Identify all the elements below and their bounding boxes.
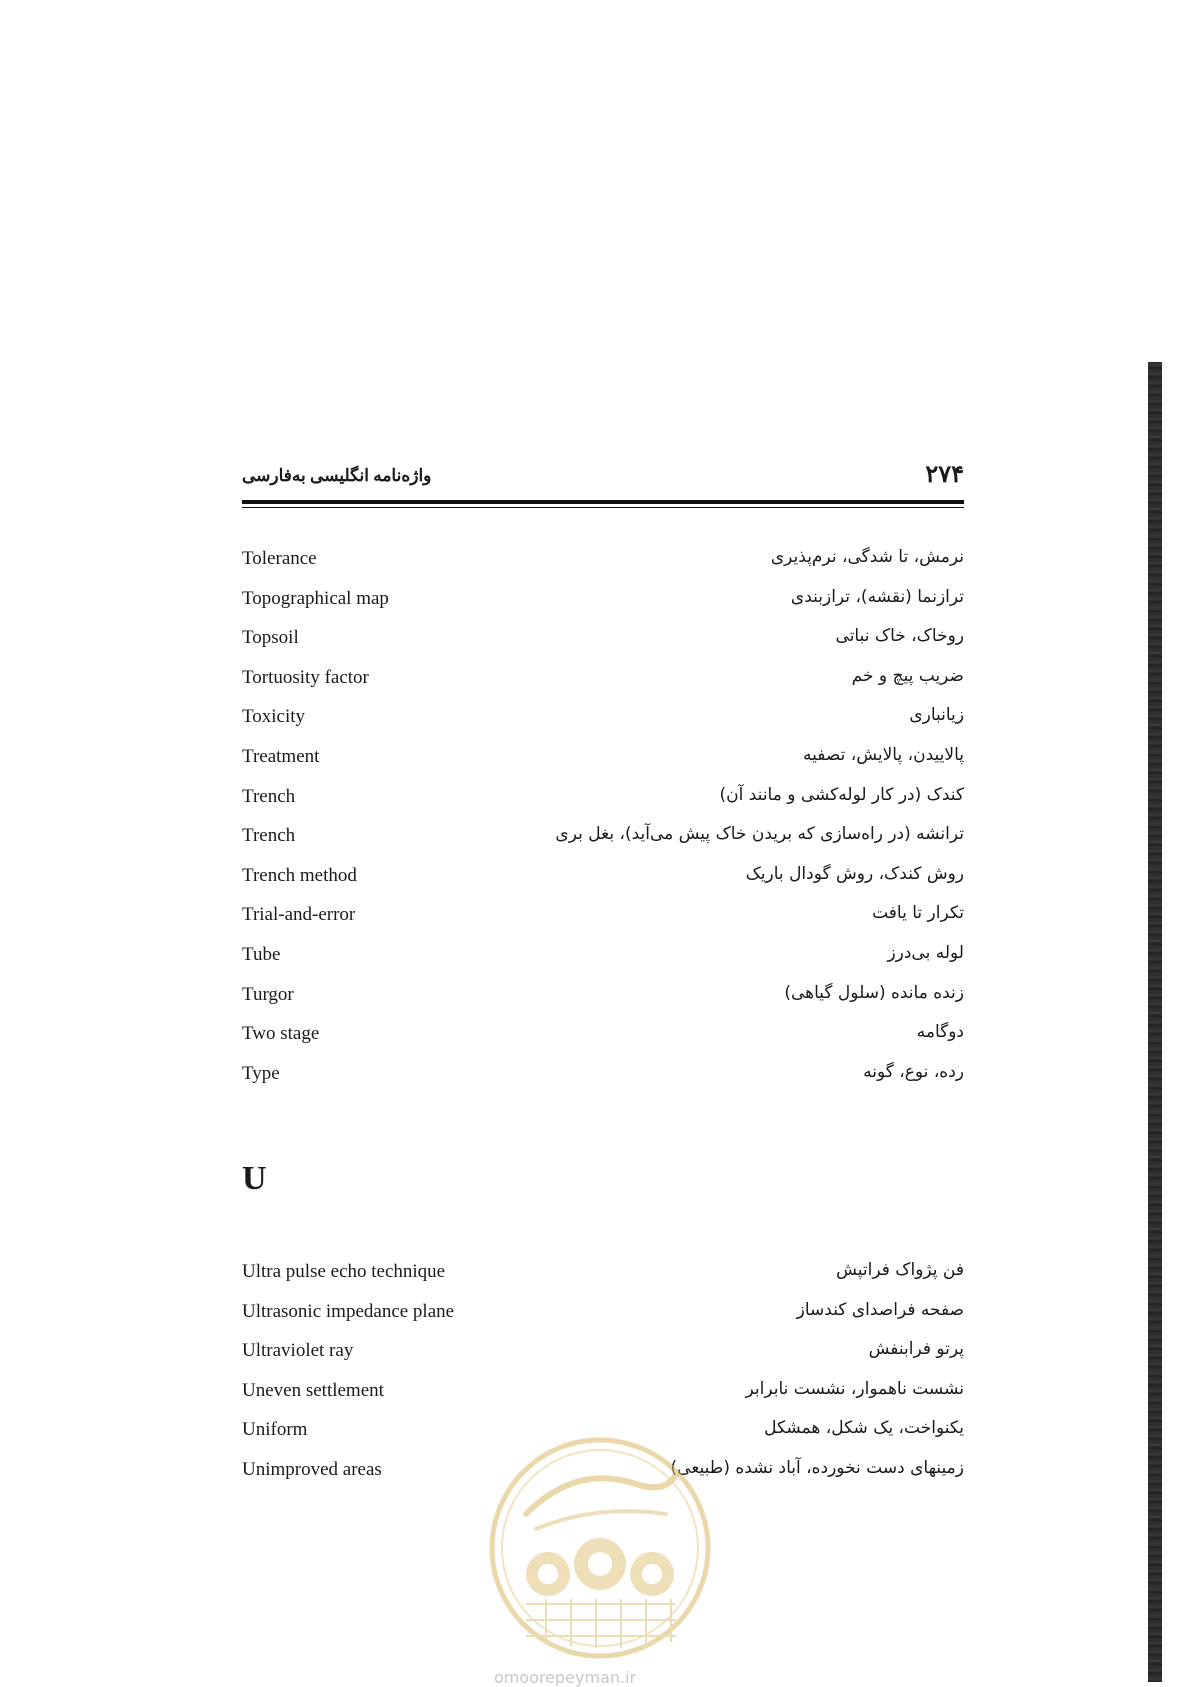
entry-term-en: Tube [242, 943, 281, 965]
header-rule-thin [242, 507, 964, 508]
entry-term-en: Toxicity [242, 706, 306, 728]
entry-term-en: Ultra pulse echo technique [242, 1261, 446, 1282]
entry-term-en: Uniform [242, 1419, 308, 1441]
entry-term-en: Ultrasonic impedance plane [242, 1300, 455, 1322]
glossary-entry [242, 1255, 964, 1295]
entry-term-en: Unimproved areas [242, 1458, 382, 1480]
page-number: ۲۷۴ [925, 462, 964, 488]
glossary-entry [242, 661, 964, 701]
entry-term-fa: کندک (در کار لوله‌کشی و مانند آن) [719, 784, 964, 805]
entry-term-en: Type [242, 1062, 280, 1084]
entry-term-en: Turgor [242, 983, 294, 1005]
glossary-entry [242, 1334, 964, 1374]
entry-term-en: Two stage [242, 1023, 320, 1045]
glossary-entry [242, 582, 964, 622]
glossary-entry [242, 1057, 964, 1097]
glossary-entry [242, 542, 964, 582]
entry-term-fa: صفحه فراصدای کندساز [796, 1299, 964, 1320]
entry-term-fa: پرتو فرابنفش [868, 1339, 964, 1360]
glossary-entry [242, 819, 964, 859]
entry-term-fa: روش کندک، روش گودال باریک [745, 863, 964, 884]
entry-term-fa: پالاییدن، پالایش، تصفیه [803, 744, 964, 765]
scan-edge-strip [1148, 362, 1162, 1682]
entry-term-fa: دوگامه [916, 1022, 964, 1043]
watermark-url: omoorepeyman.ir [494, 1668, 637, 1687]
entry-term-fa: زنده مانده (سلول گیاهی) [784, 982, 964, 1003]
entry-term-fa: فن پژواک فراتپش [836, 1260, 964, 1280]
entry-term-en: Trench method [242, 864, 357, 886]
glossary-section-t [242, 542, 964, 1096]
entry-term-fa: ترازنما (نقشه)، ترازبندی [790, 586, 964, 607]
entry-term-en: Topsoil [242, 627, 299, 649]
running-header [242, 460, 964, 500]
entry-term-fa: زمینهای دست نخورده، آباد نشده (طبیعی) [670, 1457, 964, 1478]
glossary-entry [242, 700, 964, 740]
entry-term-en: Uneven settlement [242, 1379, 384, 1401]
glossary-entry [242, 859, 964, 899]
glossary-entry [242, 898, 964, 938]
glossary-entry [242, 1374, 964, 1414]
entry-term-fa: نشست ناهموار، نشست نابرابر [745, 1378, 964, 1399]
header-rule-thick [242, 500, 964, 504]
entry-term-fa: ترانشه (در راه‌سازی که بریدن خاک پیش می‌آید)، بغل بری [555, 824, 964, 845]
entry-term-fa: نرمش، تا شدگی، نرم‌پذیری [770, 547, 964, 567]
entry-term-fa: رده، نوع، گونه [863, 1061, 964, 1082]
entry-term-fa: زیانباری [909, 705, 964, 726]
glossary-entry [242, 1017, 964, 1057]
section-letter-heading: U [242, 1160, 267, 1197]
glossary-entry [242, 780, 964, 820]
glossary-entry [242, 1295, 964, 1335]
entry-term-en: Trench [242, 785, 296, 807]
entry-term-fa: لوله بی‌درز [887, 942, 964, 963]
entry-term-fa: یکنواخت، یک شکل، همشکل [764, 1418, 964, 1439]
watermark-seal [486, 1434, 714, 1662]
entry-term-en: Ultraviolet ray [242, 1340, 354, 1362]
entry-term-en: Tolerance [242, 548, 317, 569]
entry-term-fa: تکرار تا یافت [872, 903, 964, 924]
glossary-entry [242, 978, 964, 1018]
glossary-entry [242, 621, 964, 661]
entry-term-en: Trench [242, 825, 296, 847]
glossary-entry [242, 740, 964, 780]
entry-term-fa: روخاک، خاک نباتی [835, 626, 964, 647]
entry-term-en: Trial-and-error [242, 904, 356, 926]
entry-term-en: Treatment [242, 745, 320, 767]
entry-term-fa: ضریب پیچ و خم [851, 665, 964, 686]
entry-term-en: Topographical map [242, 587, 389, 609]
entry-term-en: Tortuosity factor [242, 666, 369, 688]
glossary-entry [242, 938, 964, 978]
running-header-title: واژه‌نامه انگلیسی به‌فارسی [242, 466, 432, 485]
